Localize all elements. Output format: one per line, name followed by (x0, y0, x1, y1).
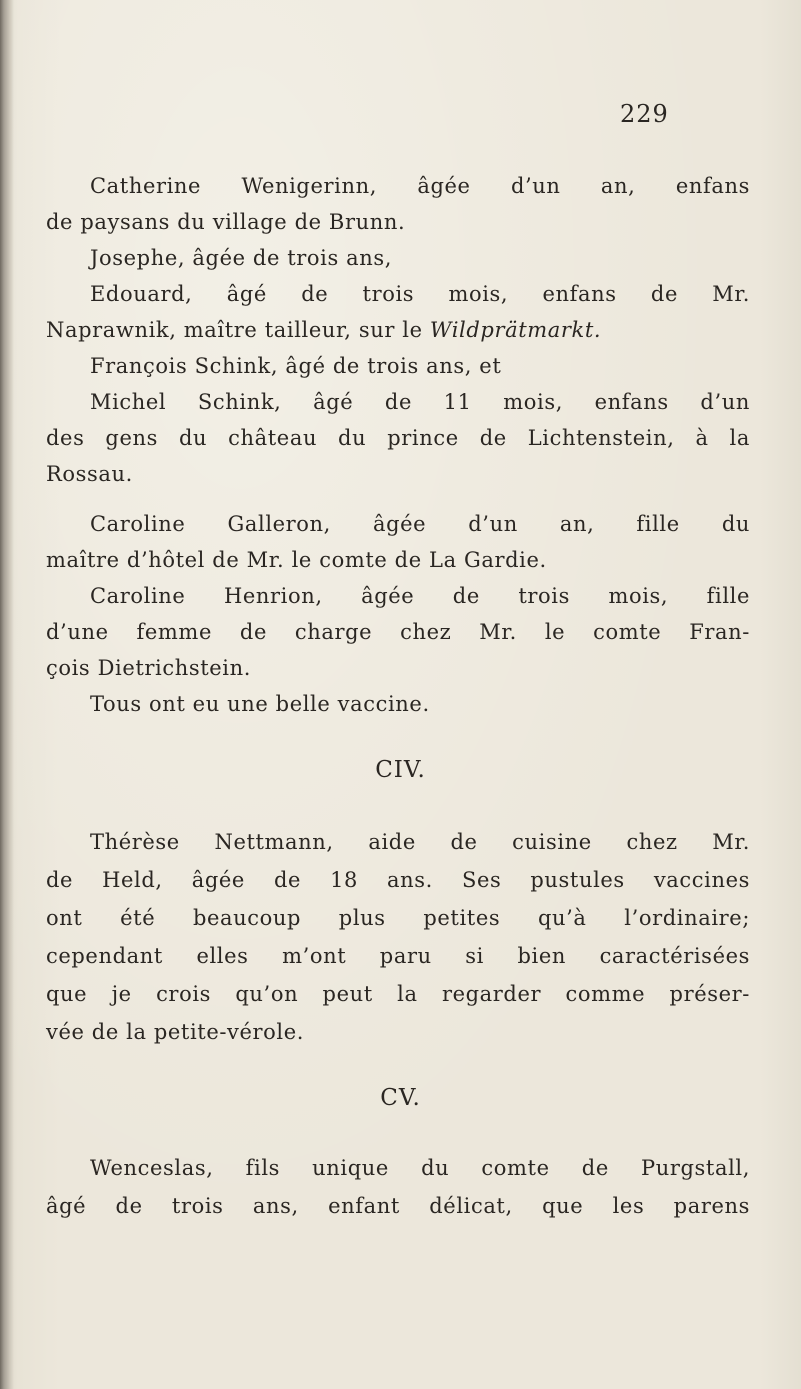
text-line: cependant elles m’ont paru si bien caractérisées (46, 944, 750, 968)
text-line-part: Naprawnik, maître tailleur, sur le (46, 318, 423, 342)
text-line: Josephe, âgée de trois ans, (90, 246, 393, 270)
text-line: vée de la petite-vérole. (46, 1020, 305, 1044)
text-line: Tous ont eu une belle vaccine. (90, 692, 430, 716)
text-line: Wenceslas, fils unique du comte de Purgstall, (90, 1156, 750, 1180)
street-name-italic: Wildprätmarkt. (429, 318, 602, 342)
text-line: Catherine Wenigerinn, âgée d’un an, enfans (90, 174, 750, 198)
text-line: Michel Schink, âgé de 11 mois, enfans d’un (90, 390, 750, 414)
text-line: ont été beaucoup plus petites qu’à l’ordinaire; (46, 906, 750, 930)
text-line: Rossau. (46, 462, 133, 486)
text-line: Thérèse Nettmann, aide de cuisine chez Mr. (90, 830, 750, 854)
section-heading: CIV. (375, 757, 426, 783)
section-heading: CV. (380, 1085, 421, 1111)
page-number: 229 (620, 100, 669, 128)
text-line: François Schink, âgé de trois ans, et (90, 354, 502, 378)
text-line: d’une femme de charge chez Mr. le comte Fran- (46, 620, 750, 644)
page-gutter-shadow (0, 0, 14, 1389)
text-line: çois Dietrichstein. (46, 656, 251, 680)
text-line: âgé de trois ans, enfant délicat, que les parens (46, 1194, 750, 1218)
text-line: de paysans du village de Brunn. (46, 210, 406, 234)
text-line: Caroline Galleron, âgée d’un an, fille du (90, 512, 750, 536)
text-line (46, 316, 601, 344)
text-line: Edouard, âgé de trois mois, enfans de Mr. (90, 282, 750, 306)
text-line: des gens du château du prince de Lichtenstein, à la (46, 426, 750, 450)
text-line: que je crois qu’on peut la regarder comme préser- (46, 982, 750, 1006)
text-line: de Held, âgée de 18 ans. Ses pustules vaccines (46, 868, 750, 892)
text-line: Caroline Henrion, âgée de trois mois, fille (90, 584, 750, 608)
text-line: maître d’hôtel de Mr. le comte de La Gardie. (46, 548, 547, 572)
